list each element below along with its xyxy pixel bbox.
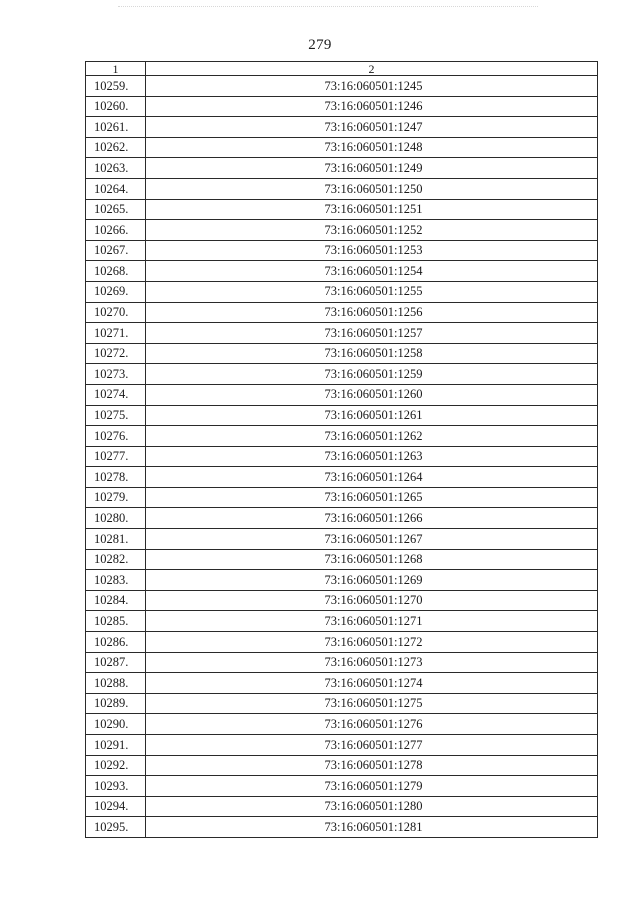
cadastral-number-cell: 73:16:060501:1276 <box>146 714 598 735</box>
cadastral-number-cell: 73:16:060501:1262 <box>146 426 598 447</box>
row-number-cell: 10295. <box>86 817 146 838</box>
cadastral-number-cell: 73:16:060501:1281 <box>146 817 598 838</box>
table-header <box>86 62 598 76</box>
table-row <box>86 508 598 529</box>
row-number-cell: 10290. <box>86 714 146 735</box>
row-number-cell: 10278. <box>86 467 146 488</box>
row-number-cell: 10291. <box>86 735 146 756</box>
table-row <box>86 652 598 673</box>
table-row <box>86 343 598 364</box>
cadastral-number-cell: 73:16:060501:1263 <box>146 446 598 467</box>
table-row <box>86 240 598 261</box>
cadastral-number-cell: 73:16:060501:1257 <box>146 323 598 344</box>
row-number-cell: 10289. <box>86 693 146 714</box>
cadastral-number-cell: 73:16:060501:1269 <box>146 570 598 591</box>
cadastral-number-cell: 73:16:060501:1271 <box>146 611 598 632</box>
cadastral-number-cell: 73:16:060501:1258 <box>146 343 598 364</box>
cadastral-number-cell: 73:16:060501:1278 <box>146 755 598 776</box>
table-row <box>86 261 598 282</box>
cadastral-number-cell: 73:16:060501:1246 <box>146 96 598 117</box>
table-row <box>86 714 598 735</box>
table-row <box>86 487 598 508</box>
row-number-cell: 10266. <box>86 220 146 241</box>
row-number-cell: 10269. <box>86 281 146 302</box>
row-number-cell: 10293. <box>86 776 146 797</box>
row-number-cell: 10263. <box>86 158 146 179</box>
table-row <box>86 76 598 97</box>
cadastral-number-cell: 73:16:060501:1264 <box>146 467 598 488</box>
cadastral-number-cell: 73:16:060501:1250 <box>146 178 598 199</box>
row-number-cell: 10288. <box>86 673 146 694</box>
row-number-cell: 10267. <box>86 240 146 261</box>
table-row <box>86 405 598 426</box>
cadastral-number-cell: 73:16:060501:1274 <box>146 673 598 694</box>
table-row <box>86 323 598 344</box>
table-row <box>86 199 598 220</box>
row-number-cell: 10292. <box>86 755 146 776</box>
row-number-cell: 10276. <box>86 426 146 447</box>
table-row <box>86 220 598 241</box>
row-number-cell: 10262. <box>86 137 146 158</box>
row-number-cell: 10275. <box>86 405 146 426</box>
row-number-cell: 10282. <box>86 549 146 570</box>
table-row <box>86 384 598 405</box>
cadastral-number-cell: 73:16:060501:1266 <box>146 508 598 529</box>
cadastral-table <box>85 61 598 838</box>
row-number-cell: 10281. <box>86 529 146 550</box>
row-number-cell: 10274. <box>86 384 146 405</box>
table-row <box>86 426 598 447</box>
row-number-cell: 10287. <box>86 652 146 673</box>
table-row <box>86 137 598 158</box>
cadastral-number-cell: 73:16:060501:1275 <box>146 693 598 714</box>
cadastral-number-cell: 73:16:060501:1254 <box>146 261 598 282</box>
row-number-cell: 10260. <box>86 96 146 117</box>
cadastral-number-cell: 73:16:060501:1245 <box>146 76 598 97</box>
cadastral-number-cell: 73:16:060501:1277 <box>146 735 598 756</box>
row-number-cell: 10280. <box>86 508 146 529</box>
header-row <box>86 62 598 76</box>
cadastral-number-cell: 73:16:060501:1259 <box>146 364 598 385</box>
cadastral-number-cell: 73:16:060501:1272 <box>146 632 598 653</box>
row-number-cell: 10264. <box>86 178 146 199</box>
row-number-cell: 10265. <box>86 199 146 220</box>
cadastral-number-cell: 73:16:060501:1265 <box>146 487 598 508</box>
table-row <box>86 570 598 591</box>
table-body <box>86 76 598 838</box>
row-number-cell: 10259. <box>86 76 146 97</box>
page-number: 279 <box>308 37 332 53</box>
table-row <box>86 281 598 302</box>
cadastral-number-cell: 73:16:060501:1251 <box>146 199 598 220</box>
row-number-cell: 10270. <box>86 302 146 323</box>
cadastral-number-cell: 73:16:060501:1255 <box>146 281 598 302</box>
row-number-cell: 10272. <box>86 343 146 364</box>
row-number-cell: 10283. <box>86 570 146 591</box>
table-row <box>86 529 598 550</box>
table-row <box>86 632 598 653</box>
row-number-cell: 10294. <box>86 796 146 817</box>
table-row <box>86 796 598 817</box>
table-row <box>86 611 598 632</box>
table-row <box>86 158 598 179</box>
row-number-cell: 10271. <box>86 323 146 344</box>
cadastral-number-cell: 73:16:060501:1247 <box>146 117 598 138</box>
row-number-cell: 10273. <box>86 364 146 385</box>
table-row <box>86 735 598 756</box>
column-header-number: 1 <box>86 62 146 76</box>
table-row <box>86 590 598 611</box>
table-row <box>86 755 598 776</box>
row-number-cell: 10284. <box>86 590 146 611</box>
table-row <box>86 302 598 323</box>
table-row <box>86 693 598 714</box>
cadastral-number-cell: 73:16:060501:1280 <box>146 796 598 817</box>
row-number-cell: 10279. <box>86 487 146 508</box>
table-row <box>86 673 598 694</box>
table-row <box>86 817 598 838</box>
table-row <box>86 117 598 138</box>
cadastral-number-cell: 73:16:060501:1248 <box>146 137 598 158</box>
cadastral-number-cell: 73:16:060501:1252 <box>146 220 598 241</box>
table-row <box>86 776 598 797</box>
table-row <box>86 467 598 488</box>
cadastral-number-cell: 73:16:060501:1256 <box>146 302 598 323</box>
row-number-cell: 10261. <box>86 117 146 138</box>
column-header-cadastral-number: 2 <box>146 62 598 76</box>
cadastral-number-cell: 73:16:060501:1249 <box>146 158 598 179</box>
cadastral-number-cell: 73:16:060501:1253 <box>146 240 598 261</box>
cadastral-number-cell: 73:16:060501:1260 <box>146 384 598 405</box>
table-row <box>86 96 598 117</box>
cadastral-number-cell: 73:16:060501:1279 <box>146 776 598 797</box>
scan-artifact <box>118 6 538 11</box>
row-number-cell: 10277. <box>86 446 146 467</box>
row-number-cell: 10286. <box>86 632 146 653</box>
table-row <box>86 364 598 385</box>
table-row <box>86 178 598 199</box>
cadastral-number-cell: 73:16:060501:1268 <box>146 549 598 570</box>
row-number-cell: 10268. <box>86 261 146 282</box>
table-row <box>86 446 598 467</box>
table-row <box>86 549 598 570</box>
row-number-cell: 10285. <box>86 611 146 632</box>
cadastral-number-cell: 73:16:060501:1273 <box>146 652 598 673</box>
cadastral-number-cell: 73:16:060501:1270 <box>146 590 598 611</box>
cadastral-number-cell: 73:16:060501:1261 <box>146 405 598 426</box>
cadastral-number-cell: 73:16:060501:1267 <box>146 529 598 550</box>
